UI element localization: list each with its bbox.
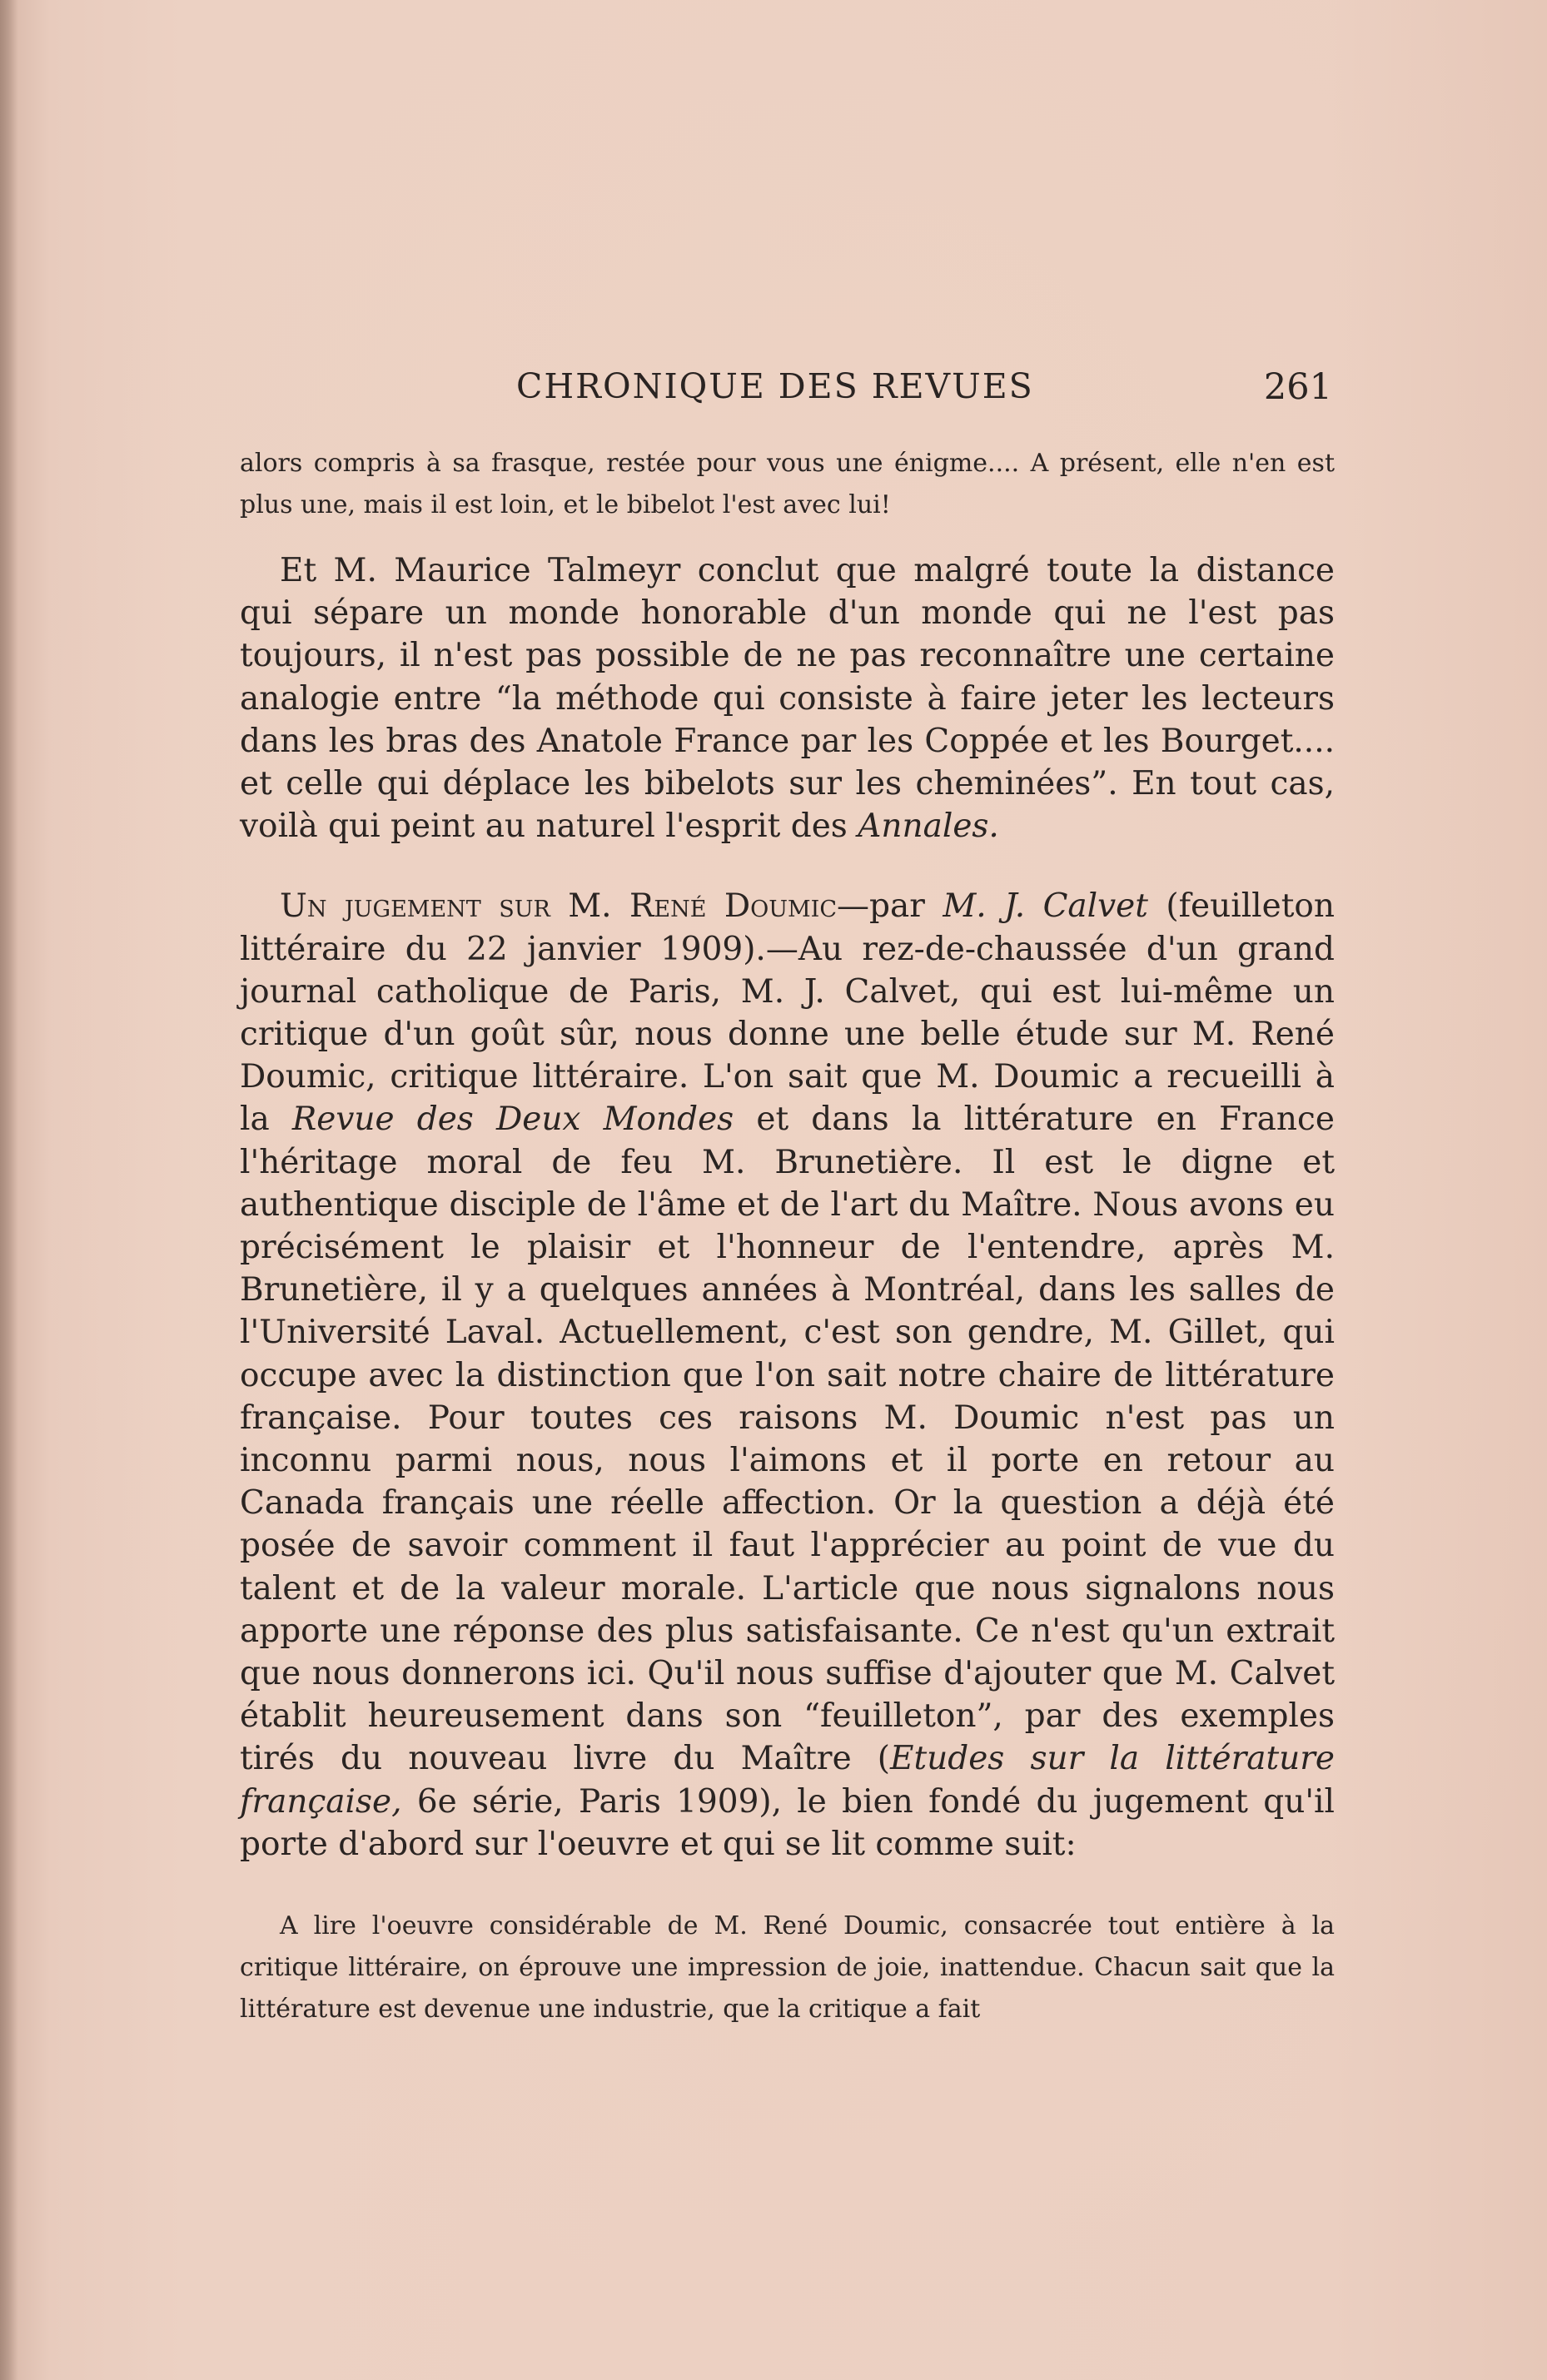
paragraph-doumic-text-c: 6e série, Paris 1909), le bien fondé du jugement qu'il porte d'abord sur l'oeuvre et qui se lit comme suit: <box>240 1782 1335 1863</box>
section-heading: Un jugement sur M. René Doumic <box>280 887 838 926</box>
etudes-title: Etudes sur la littérature française, <box>240 1740 1335 1821</box>
page-body <box>240 443 1335 2030</box>
revue-title: Revue des Deux Mondes <box>291 1101 734 1139</box>
quoted-excerpt <box>240 1905 1335 2030</box>
heading-author: M. J. Calvet <box>943 887 1148 926</box>
page-number: 261 <box>1263 366 1332 408</box>
paragraph-doumic-text-b: et dans la littérature en France l'héritage moral de feu M. Brunetière. Il est le digne et authentique disciple de l'âme et de l'art du Maître. Nous avons eu précisément le plaisir et l'honneur de l'entendre, après M. Brunetière, il y a quelques années à Montréal, dans les salles de l'Université Laval. Actuellement, c'est son gendre, M. Gillet, qui occupe avec la distinction que l'on sait notre chaire de littérature française. Pour toutes ces raisons M. Doumic n'est pas un inconnu parmi nous, nous l'aimons et il porte en retour au Canada français une réelle affection. Or la question a déjà été posée de savoir comment il faut l'apprécier au point de vue du talent et de la valeur morale. L'article que nous signalons nous apporte une réponse des plus satisfaisante. Ce n'est qu'un extrait que nous donnerons ici. Qu'il nous suffise d'ajouter que M. Calvet établit heureusement dans son “feuilleton”, par des exemples tirés du nouveau livre du Maître ( <box>240 1101 1335 1778</box>
binding-gutter <box>0 0 18 2380</box>
paragraph-doumic <box>240 885 1335 1866</box>
quotation-continuation: alors compris à sa frasque, restée pour vous une énigme.... A présent, elle n'en est plus une, mais il est loin, et le bibelot l'est avec lui! <box>240 449 1335 519</box>
page-header <box>241 366 1332 416</box>
quoted-excerpt-text: A lire l'oeuvre considérable de M. René Doumic, consacrée tout entière à la critique littéraire, on éprouve une impression de joie, inattendue. Chacun sait que la littérature est devenue une industrie, que la critique a fait <box>240 1911 1335 2025</box>
running-title: CHRONIQUE DES REVUES <box>516 366 1034 406</box>
paragraph-talmeyr-text: Et M. Maurice Talmeyr conclut que malgré toute la distance qui sépare un monde honorable d'un monde qui ne l'est pas toujours, il n'est pas possible de ne pas reconnaître une certaine analogie entre “la méthode qui consiste à faire jeter les lecteurs dans les bras des Anatole France par les Coppée et les Bourget.... et celle qui déplace les bibelots sur les cheminées”. En tout cas, voilà qui peint au naturel l'esprit des <box>240 552 1335 846</box>
heading-by: —par <box>837 887 925 926</box>
annales-title: Annales. <box>858 807 999 846</box>
paragraph-doumic-text-a: (feuilleton littéraire du 22 janvier 1909).—Au rez-de-chaussée d'un grand journal catholique de Paris, M. J. Calvet, qui est lui-même un critique d'un goût sûr, nous donne une belle étude sur M. René Doumic, critique littéraire. L'on sait que M. Doumic a recueilli à la <box>240 887 1335 1139</box>
paragraph-talmeyr <box>240 549 1335 847</box>
